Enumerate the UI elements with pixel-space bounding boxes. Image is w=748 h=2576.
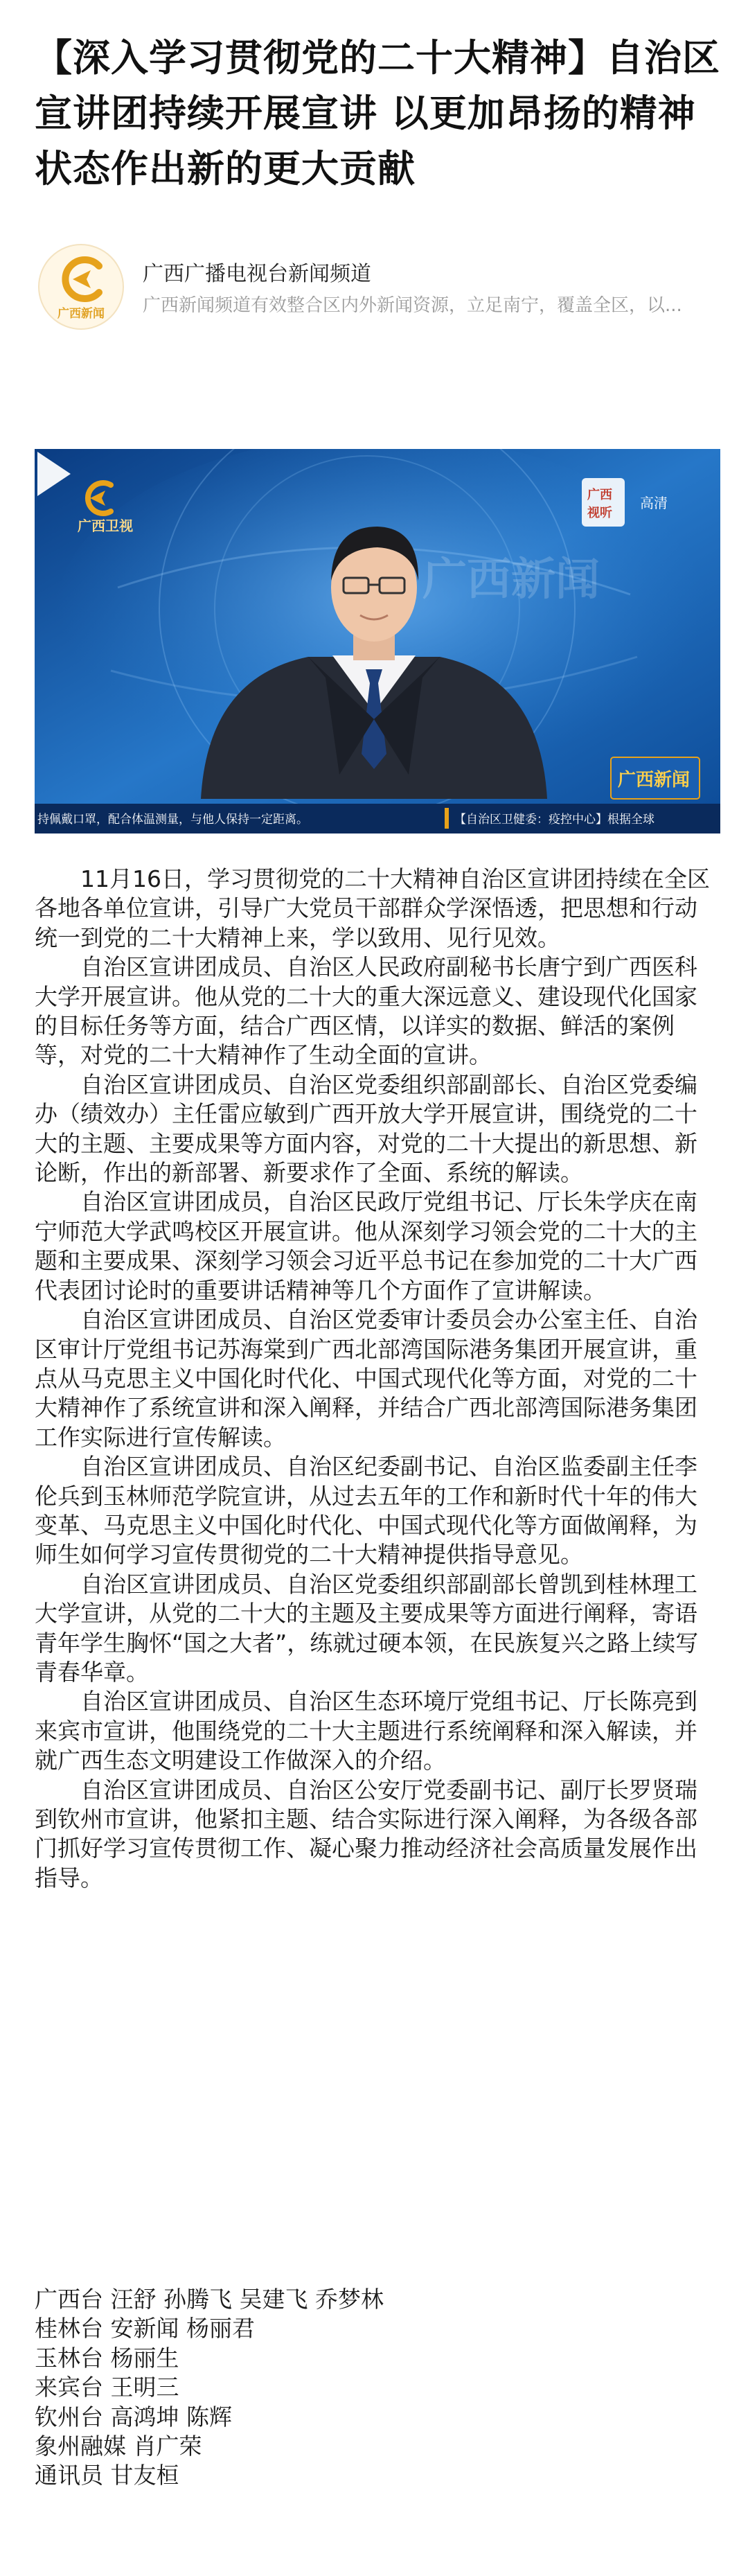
credit-line: 玉林台 杨丽生 <box>35 2344 179 2372</box>
paragraph: 自治区宣讲团成员、自治区党委审计委员会办公室主任、自治区审计厅党组书记苏海棠到广西北部湾国际港务集团开展宣讲，重点从马克思主义中国化时代化、中国式现代化等方面，对党的二十大精神作了系统宣讲和深入阐释，并结合广西北部湾国际港务集团工作实际进行宣传解读。 <box>35 1306 697 1451</box>
paragraph: 自治区宣讲团成员、自治区党委组织部副部长曾凯到桂林理工大学宣讲，从党的二十大的主题及主要成果等方面进行阐释，寄语青年学生胸怀“国之大者”，练就过硬本领，在民族复兴之路上续写青春华章。 <box>35 1570 699 1686</box>
credits <box>35 2285 717 2491</box>
paragraph: 自治区宣讲团成员、自治区生态环境厅党组书记、厅长陈亮到来宾市宣讲，他围绕党的二十大主题进行系统阐释和深入解读，并就广西生态文明建设工作做深入的介绍。 <box>35 1688 697 1774</box>
play-icon[interactable] <box>35 449 73 499</box>
tr-badge-line1: 广西 <box>587 488 612 502</box>
source-logo[interactable] <box>38 244 124 330</box>
program-badge <box>611 757 700 799</box>
paragraph: 11月16日，学习贯彻党的二十大精神自治区宣讲团持续在全区各地各单位宣讲，引导广大党员干部群众学深悟透，把思想和行动统一到党的二十大精神上来，学以致用、见行见效。 <box>35 865 710 951</box>
credit-line: 来宾台 王明三 <box>35 2374 179 2401</box>
source-card[interactable] <box>35 242 720 333</box>
tr-badge-line2: 视听 <box>587 506 612 520</box>
credit-line: 桂林台 安新闻 杨丽君 <box>35 2315 255 2343</box>
channel-logo-icon <box>57 256 107 302</box>
video-frame <box>35 449 720 833</box>
source-name[interactable]: 广西广播电视台新闻频道 <box>143 262 371 286</box>
paragraph: 自治区宣讲团成员，自治区民政厅党组书记、厅长朱学庆在南宁师范大学武鸣校区开展宣讲。他从深刻学习领会党的二十大的主题和主要成果、深刻学习领会习近平总书记在参加党的二十大广西代表团讨论时的重要讲话精神等几个方面作了宣讲解读。 <box>35 1188 697 1304</box>
paragraph: 自治区宣讲团成员、自治区人民政府副秘书长唐宁到广西医科大学开展宣讲。他从党的二十大的重大深远意义、建设现代化国家的目标任务等方面，结合广西区情，以详实的数据、鲜活的案例等，对党的二十大精神作了生动全面的宣讲。 <box>35 953 697 1069</box>
paragraph: 自治区宣讲团成员、自治区纪委副书记、自治区监委副主任李伦兵到玉林师范学院宣讲，从过去五年的工作和新时代十年的伟大变革、马克思主义中国化时代化、中国式现代化等方面做阐释，为师生如何学习宣传贯彻党的二十大精神提供指导意见。 <box>35 1453 697 1569</box>
ticker-left: 持佩戴口罩，配合体温测量，与他人保持一定距离。 <box>37 813 308 827</box>
channel-logo-text: 广西卫视 <box>78 518 133 534</box>
quality-label: 高清 <box>640 495 668 511</box>
article-title: 【深入学习贯彻党的二十大精神】自治区宣讲团持续开展宣讲 以更加昂扬的精神状态作出新的更大贡献 <box>35 36 720 191</box>
credit-line: 通讯员 甘友桓 <box>35 2462 179 2489</box>
credit-line: 钦州台 高鸿坤 陈辉 <box>35 2403 232 2431</box>
source-description: 广西新闻频道有效整合区内外新闻资源，立足南宁，覆盖全区，以... <box>143 295 682 316</box>
source-logo-text: 广西新闻 <box>57 307 105 321</box>
video-player[interactable] <box>35 449 720 833</box>
program-badge-text: 广西新闻 <box>618 770 691 791</box>
paragraph: 自治区宣讲团成员、自治区公安厅党委副书记、副厅长罗贤瑞到钦州市宣讲，他紧扣主题、结合实际进行深入阐释，为各级各部门抓好学习宣传贯彻工作、凝心聚力推动经济社会高质量发展作出指导。 <box>35 1776 697 1891</box>
video-watermark: 广西新闻 <box>422 554 600 606</box>
paragraph: 自治区宣讲团成员、自治区党委组织部副部长、自治区党委编办（绩效办）主任雷应敏到广西开放大学开展宣讲，围绕党的二十大的主题、主要成果等方面内容，对党的二十大提出的新思想、新论断，作出的新部署、新要求作了全面、系统的解读。 <box>35 1070 697 1187</box>
credit-line: 象州融媒 肖广荣 <box>35 2433 202 2460</box>
article-body <box>35 865 717 1893</box>
credit-line: 广西台 汪舒 孙腾飞 吴建飞 乔梦林 <box>35 2286 384 2313</box>
ticker-right: 【自治区卫健委：疫控中心】根据全球 <box>454 813 654 827</box>
